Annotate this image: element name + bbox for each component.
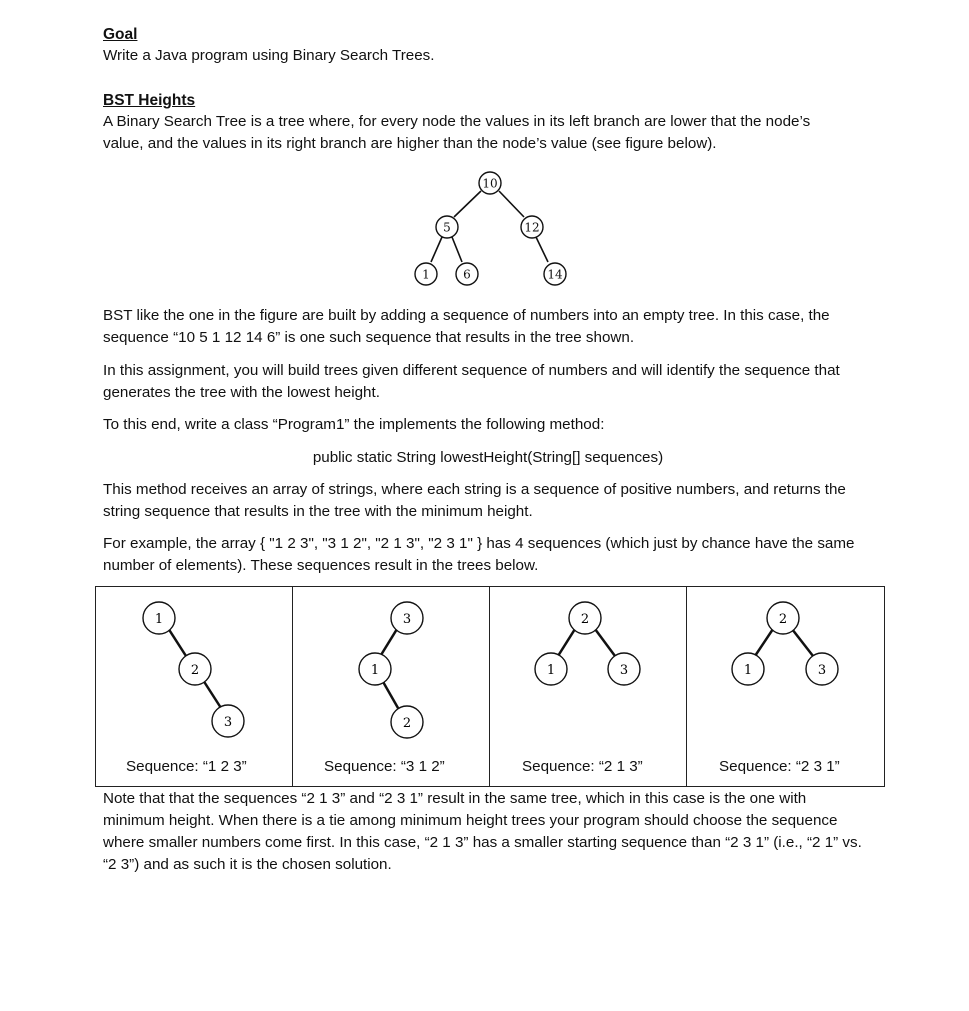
tree-4 [732, 602, 838, 685]
tree-3 [535, 602, 640, 685]
node-label: 10 [482, 176, 498, 191]
edge [382, 680, 398, 708]
tree-4-sequence-label: Sequence: “2 3 1” [719, 758, 840, 775]
node-label: 12 [524, 220, 540, 235]
edge [168, 628, 186, 656]
node-label: 6 [463, 267, 471, 282]
edge [792, 629, 813, 656]
edge-10-12 [499, 191, 524, 217]
tree-2-sequence-label: Sequence: “3 1 2” [324, 758, 445, 775]
method-signature: public static String lowestHeight(String[] sequences) [312, 449, 664, 466]
edge [381, 629, 397, 655]
edge [595, 629, 615, 656]
paragraph-example: For example, the array { "1 2 3", "3 1 2", "2 1 3", "2 3 1" } has 4 sequences (which just by chance have the same number of elements). These sequences result in the trees below. [103, 535, 855, 574]
node-label: 3 [619, 663, 629, 678]
edge-5-1 [431, 237, 442, 262]
tree-2 [359, 602, 423, 738]
node-label: 1 [154, 612, 164, 627]
paragraph-class-instruction: To this end, write a class “Program1” the implements the following method: [103, 416, 605, 433]
edge [203, 680, 221, 708]
paragraph-sequence-explanation: BST like the one in the figure are built by adding a sequence of numbers into an empty tree. In this case, the sequence “10 5 1 12 14 6” is one such sequence that results in the tree shown. [103, 307, 830, 346]
example-bst-figure [400, 170, 590, 290]
goal-text: Write a Java program using Binary Search Trees. [103, 47, 435, 64]
node-label: 3 [223, 715, 233, 730]
tree-3-sequence-label: Sequence: “2 1 3” [522, 758, 643, 775]
node-label: 2 [402, 716, 412, 731]
node-label: 2 [778, 612, 788, 627]
edge-5-6 [452, 237, 462, 262]
node-label: 1 [422, 267, 430, 282]
paragraph-tie-note: Note that that the sequences “2 1 3” and “2 3 1” result in the same tree, which in this case is the one with minimum height. When there is a tie among minimum height trees your program should choose the sequence where smaller numbers come first. In this case, “2 1 3” has a smaller starting sequence than “2 3 1” (i.e., “2 1” vs. “2 3”) and as such it is the chosen solution. [103, 790, 862, 873]
node-label: 2 [580, 612, 590, 627]
node-label: 3 [402, 612, 412, 627]
goal-heading: Goal [103, 26, 138, 43]
edge-10-5 [454, 191, 481, 217]
node-label: 1 [546, 663, 556, 678]
tree-1-sequence-label: Sequence: “1 2 3” [126, 758, 247, 775]
bst-intro-text: A Binary Search Tree is a tree where, for every node the values in its left branch are lower that the node’s value, and the values in its right branch are higher than the node’s value (see figure below). [103, 113, 811, 152]
node-label: 1 [370, 663, 380, 678]
edge [755, 629, 773, 656]
node-label: 2 [190, 663, 200, 678]
edge-12-14 [536, 237, 548, 262]
node-label: 5 [443, 220, 451, 235]
paragraph-assignment: In this assignment, you will build trees given different sequence of numbers and will identify the sequence that generates the tree with the lowest height. [103, 362, 840, 401]
node-label: 14 [547, 267, 563, 282]
paragraph-method-description: This method receives an array of strings, where each string is a sequence of positive numbers, and returns the string sequence that results in the tree with the minimum height. [103, 481, 846, 520]
tree-1 [143, 602, 244, 737]
edge [558, 629, 575, 656]
node-label: 3 [817, 663, 827, 678]
node-label: 1 [743, 663, 753, 678]
bst-heights-heading: BST Heights [103, 92, 196, 109]
